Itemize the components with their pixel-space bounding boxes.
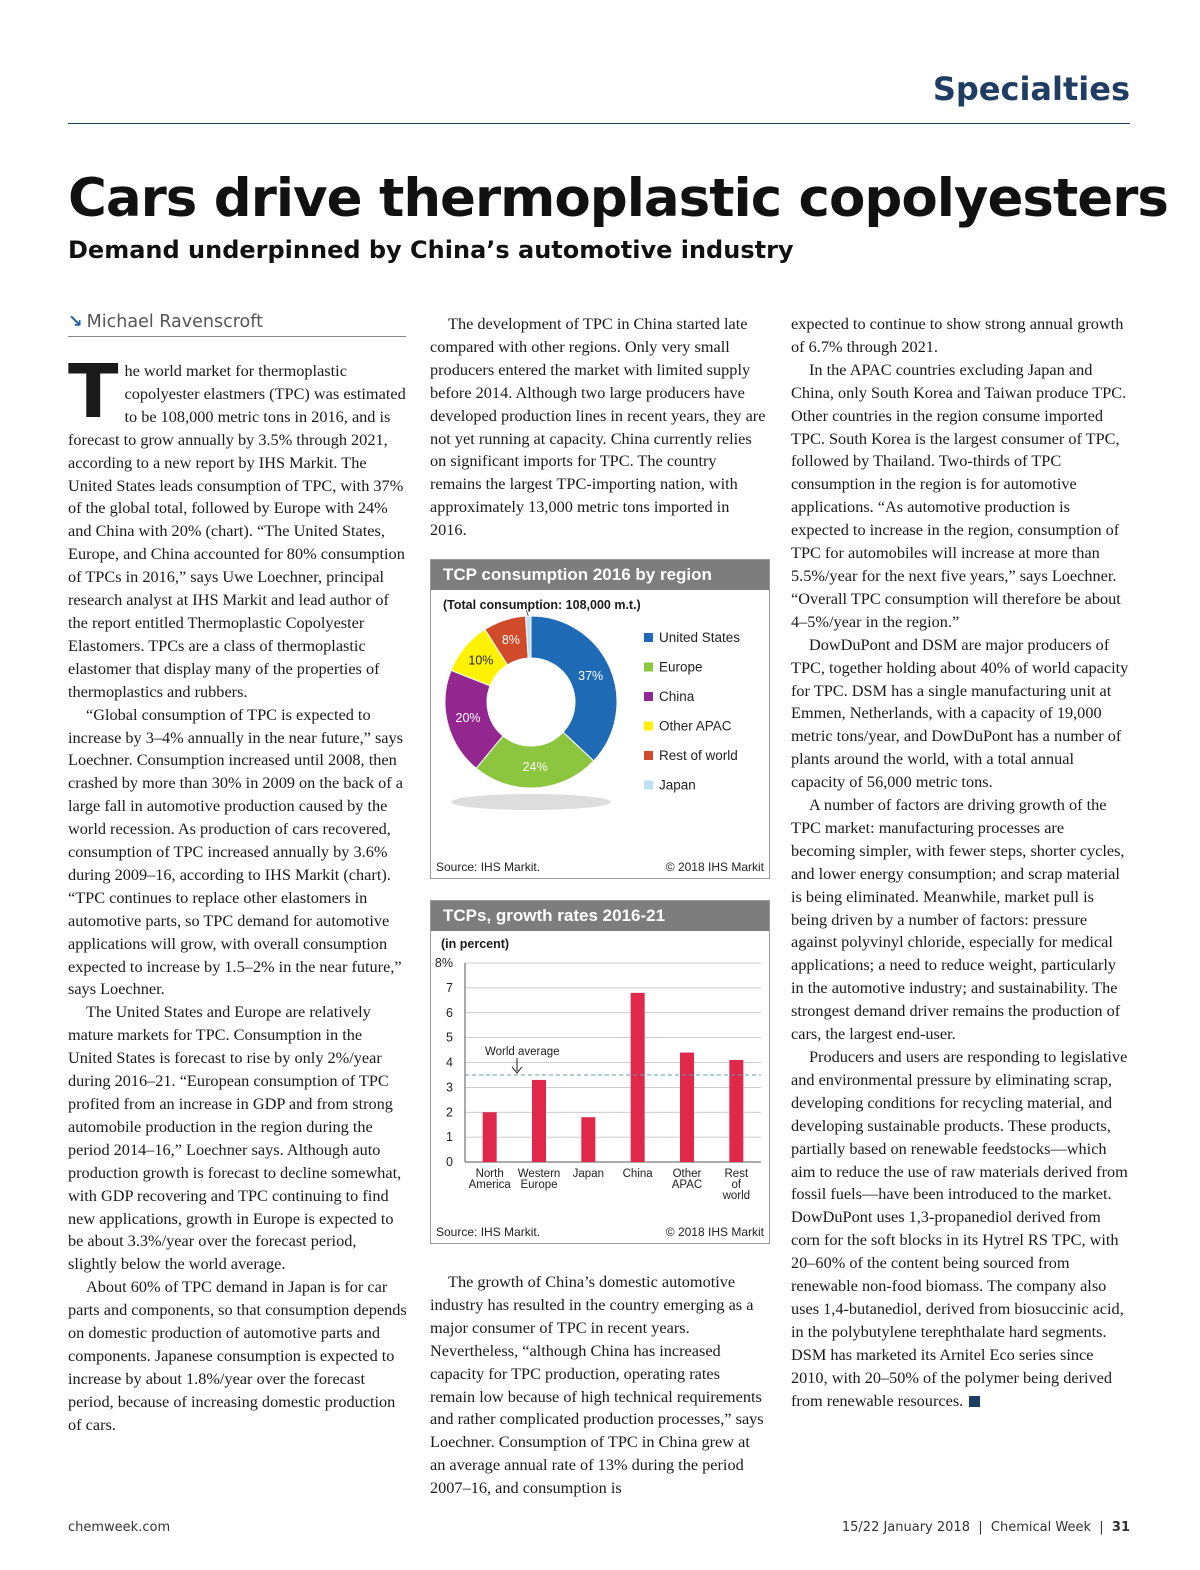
- bar: [631, 993, 645, 1162]
- byline: [68, 312, 406, 337]
- pie-chart-subtitle: (Total consumption: 108,000 m.t.): [443, 598, 641, 612]
- bar: [581, 1117, 595, 1162]
- x-tick-label: of: [731, 1179, 742, 1191]
- article-column-3: [791, 313, 1131, 1413]
- article-column-1: [68, 349, 408, 1437]
- bar: [483, 1112, 497, 1162]
- legend-label: China: [659, 689, 695, 704]
- x-tick-label: China: [622, 1168, 653, 1180]
- pie-data-label: 24%: [522, 759, 548, 774]
- paragraph: expected to continue to show strong annual growth of 6.7% through 2021.: [791, 314, 1124, 356]
- bar-chart-source: Source: IHS Markit.: [436, 1225, 541, 1239]
- legend-swatch: [644, 751, 653, 760]
- arrow-icon: ↘: [68, 312, 83, 332]
- bar: [680, 1053, 694, 1162]
- bar-chart-ylabel: (in percent): [441, 937, 510, 951]
- paragraph: The development of TPC in China started late compared with other regions. Only very small producers entered the market with limited supply before 2014. Although two large producers have developed production lines in recent years, they are not yet running at capacity. China currently relies on significant imports for TPC. The country remains the largest TPC-importing nation, with approximately 13,000 metric tons imported in 2016.: [430, 314, 766, 540]
- legend-swatch: [644, 722, 653, 731]
- x-tick-label: Japan: [572, 1168, 605, 1180]
- bar-chart-copyright: © 2018 IHS Markit: [665, 1225, 764, 1239]
- legend-label: United States: [659, 630, 741, 645]
- legend-label: Rest of world: [659, 748, 738, 763]
- bar: [532, 1080, 546, 1162]
- article-column-2-bottom: [430, 1271, 768, 1500]
- x-tick-label: world: [722, 1190, 751, 1202]
- pie-chart-title: TCP consumption 2016 by region: [431, 560, 769, 590]
- y-tick-label: 1: [446, 1130, 453, 1145]
- bar-chart-title: TCPs, growth rates 2016-21: [431, 901, 769, 931]
- bar-chart: [431, 951, 769, 1221]
- legend-label: Other APAC: [659, 718, 732, 734]
- legend-swatch: [644, 633, 653, 642]
- paragraph: “Global consumption of TPC is expected to increase by 3–4% annually in the near future,” says Loechner. Consumption increased until 2008, then crashed by more than 30% in 2009 on the back of a large fall in automotive production caused by the world recession. As production of cars recovered, consumption of TPC increased annually by 3.6% during 2009–16, according to IHS Markit (chart). “TPC continues to replace other elastomers in automotive parts, so TPC demand for automotive applications will grow, with overall consumption expected to increase by 1.5–2% in the near future,” says Loechner.: [68, 704, 404, 999]
- pie-slice: [531, 616, 617, 761]
- y-tick-label: 6: [446, 1005, 453, 1020]
- y-tick-label: 7: [446, 980, 453, 995]
- paragraph: Producers and users are responding to legislative and environmental pressure by eliminating scrap, developing conditions for recycling material, and developing sustainable products. These products, partially based on renewable feedstocks—which aim to reduce the use of raw materials derived from fossil fuels—have been introduced to the market. DowDuPont uses 1,3-propanediol derived from corn for the soft blocks in its Hytrel RS TPC, with 20–60% of the content being sourced from renewable non-food biomass. The company also uses 1,4-butanediol, derived from biosuccinic acid, in the polybutylene terephthalate hard segments. DSM has marketed its Arnitel Eco series since 2010, with 20–50% of the polymer being derived from renewable resources.: [791, 1047, 1128, 1410]
- footer-website: chemweek.com: [68, 1520, 171, 1535]
- footer-publication: Chemical Week: [990, 1520, 1091, 1535]
- bar-chart-footer: [436, 1225, 764, 1239]
- x-tick-label: Europe: [520, 1179, 558, 1191]
- header-rule: [68, 123, 1130, 124]
- paragraph: The world market for thermoplastic copolyester elastmers (TPC) was estimated to be 108,000 metric tons in 2016, and is forecast to grow annually by 3.5% through 2021, according to a new report by IHS Markit. The United States leads consumption of TPC, with 37% of the global total, followed by Europe with 24% and China with 20% (chart). “The United States, Europe, and China accounted for 80% consumption of TPCs in 2016,” says Uwe Loechner, principal research analyst at IHS Markit and lead author of the report entitled Thermoplastic Copolyester Elastomers. TPCs are a class of thermoplastic elastomer that display many of the properties of thermoplastics and rubbers.: [68, 349, 406, 701]
- paragraph: In the APAC countries excluding Japan and China, only South Korea and Taiwan produce TPC. Other countries in the region consume imported TPC. South Korea is the largest consumer of TPC, followed by Thailand. Two-thirds of TPC consumption in the region is for automotive applications. “As automotive production is expected to increase in the region, consumption of TPC for automobiles will increase at more than 5.5%/year for the next five years,” says Loechner. “Overall TPC consumption will therefore be about 4–5%/year in the region.”: [791, 359, 1127, 631]
- end-mark-icon: [969, 1396, 980, 1407]
- legend-swatch: [644, 692, 653, 701]
- page-number: 31: [1111, 1520, 1130, 1535]
- pie-shadow: [451, 794, 611, 810]
- reference-line-label: World average: [485, 1045, 560, 1058]
- pie-chart-box: [430, 559, 770, 879]
- pie-chart-copyright: © 2018 IHS Markit: [665, 860, 764, 874]
- paragraph: The growth of China’s domestic automotive industry has resulted in the country emerging as a major consumer of TPC in recent years. Nevertheless, “although China has increased capacity for TPC production, operating rates remain low because of high technical requirements and rather complicated production processes,” says Loechner. Consumption of TPC in China grew at an average annual rate of 13% during the period 2007–16, and consumption is: [430, 1272, 764, 1498]
- paragraph: A number of factors are driving growth of the TPC market: manufacturing processes are becoming simpler, with fewer steps, shorter cycles, and lower energy consumption; and scrap material is being eliminated. Meanwhile, market pull is being driven by a number of factors: pressure against polyvinyl chloride, especially for medical applications; a need to reduce weight, particularly in the automotive industry; and sustainability. The strongest demand driver remains the production of cars, the largest end-user.: [791, 795, 1125, 1044]
- x-tick-label: America: [468, 1179, 511, 1191]
- y-tick-label: 0: [446, 1155, 453, 1169]
- headline: Cars drive thermoplastic copolyesters: [68, 168, 1168, 229]
- pie-chart-footer: [436, 860, 764, 874]
- paragraph: The United States and Europe are relatively mature markets for TPC. Consumption in the United States is forecast to rise by only 2%/year during 2016–21. “European consumption of TPC profited from an increase in GDP and from strong automobile production in the region during the period 2014–16,” Loechner says. Although auto production growth is forecast to decline somewhat, with GDP recovering and TPC continuing to find new applications, growth in Europe is expected to be about 3.3%/year over the forecast period, slightly below the world average.: [68, 1002, 402, 1274]
- pie-data-label: 10%: [468, 653, 494, 668]
- x-tick-label: North: [475, 1168, 504, 1180]
- y-tick-label: 5: [446, 1030, 453, 1045]
- y-tick-label: 8%: [434, 956, 453, 970]
- pie-data-label: 8%: [501, 633, 520, 648]
- legend-swatch: [644, 663, 653, 672]
- y-tick-label: 3: [446, 1080, 453, 1095]
- x-tick-label: APAC: [671, 1179, 703, 1191]
- y-tick-label: 4: [446, 1055, 453, 1070]
- footer-date: 15/22 January 2018: [841, 1520, 970, 1535]
- legend-swatch: [644, 781, 653, 790]
- author-name: Michael Ravenscroft: [86, 312, 263, 332]
- pie-data-label: 20%: [455, 711, 481, 726]
- legend-label: Japan: [659, 777, 696, 793]
- drop-cap: T: [68, 349, 119, 435]
- pie-data-label: [503, 610, 521, 611]
- x-tick-label: Western: [517, 1168, 561, 1180]
- legend-label: Europe: [659, 659, 703, 675]
- footer-info: 15/22 January 2018 | Chemical Week | 31: [841, 1520, 1130, 1535]
- pie-chart: [431, 610, 769, 850]
- pie-leader-line: [526, 610, 528, 616]
- pie-chart-source: Source: IHS Markit.: [436, 860, 541, 874]
- section-title: Specialties: [932, 70, 1130, 108]
- x-tick-label: Rest: [724, 1168, 749, 1180]
- pie-data-label: 37%: [578, 669, 604, 684]
- y-tick-label: 2: [446, 1105, 453, 1120]
- article-column-2-top: [430, 313, 768, 542]
- x-tick-label: Other: [672, 1168, 702, 1180]
- paragraph: About 60% of TPC demand in Japan is for car parts and components, so that consumption depends on domestic production of automotive parts and components. Japanese consumption is expected to increase by about 1.8%/year over the forecast period, because of increasing domestic production of cars.: [68, 1277, 407, 1434]
- paragraph: DowDuPont and DSM are major producers of TPC, together holding about 40% of world capacity for TPC. DSM has a single manufacturing unit at Emmen, Netherlands, with a capacity of 19,000 metric tons/year, and DowDuPont has a number of plants around the world, with a total annual capacity of 56,000 metric tons.: [791, 634, 1129, 792]
- subheadline: Demand underpinned by China’s automotive industry: [68, 236, 794, 264]
- bar-chart-box: [430, 900, 770, 1244]
